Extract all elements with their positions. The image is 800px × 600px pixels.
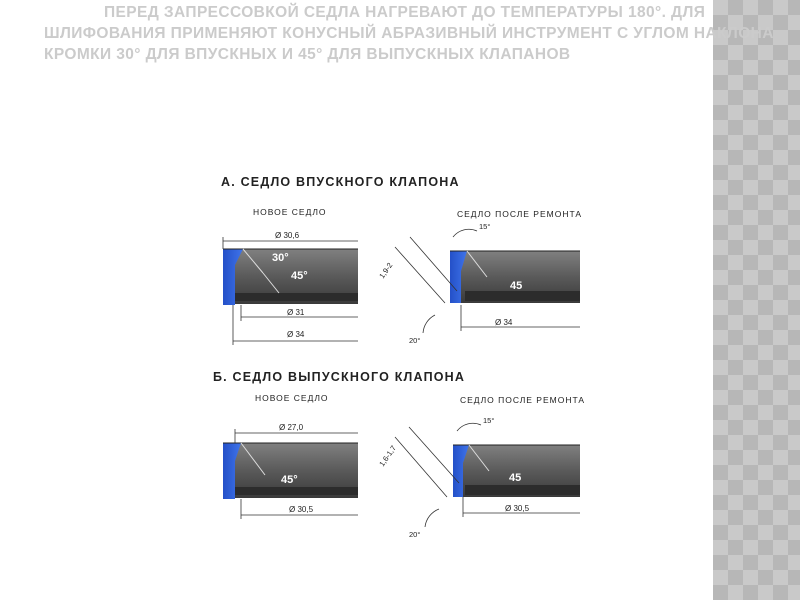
section-b-dim-top-left: Ø 27,0 [279, 423, 304, 432]
section-a-angle-30: 30° [272, 252, 289, 264]
section-b-dim-right: Ø 30,5 [505, 504, 530, 513]
section-b-angle-45-right: 45 [509, 472, 522, 484]
section-b-dim-bottom-left: Ø 30,5 [289, 505, 314, 514]
section-b-title: Б. СЕДЛО ВЫПУСКНОГО КЛАПОНА [213, 370, 466, 384]
section-b-new-seat-label: НОВОЕ СЕДЛО [255, 393, 329, 403]
section-a-repaired-seat-block [450, 251, 580, 303]
section-b-repaired-seat-label: СЕДЛО ПОСЛЕ РЕМОНТА [460, 395, 586, 405]
section-b-repaired-seat-block [453, 445, 580, 497]
valve-seat-figure [205, 165, 605, 545]
section-a-repaired-seat-label: СЕДЛО ПОСЛЕ РЕМОНТА [457, 209, 583, 219]
section-a-angle-45: 45° [291, 270, 308, 282]
valve-seat-diagram [205, 165, 605, 545]
decorative-checker-sidebar [713, 0, 800, 600]
section-b-new-seat-block [223, 443, 358, 499]
section-a-title: А. СЕДЛО ВПУСКНОГО КЛАПОНА [221, 175, 460, 189]
section-a-dim-mid-left: Ø 31 [287, 308, 305, 317]
section-a-angle-20: 20° [409, 336, 421, 345]
section-b-angle-15: 15° [483, 416, 495, 425]
section-b-width-label: 1,6-1,7 [377, 443, 399, 469]
section-a-dim-bottom-left: Ø 34 [287, 330, 305, 339]
slide-text [44, 2, 794, 65]
section-a-dim-right: Ø 34 [495, 318, 513, 327]
section-a-new-seat-label: НОВОЕ СЕДЛО [253, 207, 327, 217]
section-a-dim-top-left: Ø 30,6 [275, 231, 300, 240]
section-a-width-label: 1,9-2 [377, 260, 395, 281]
section-a-angle-15: 15° [479, 222, 491, 231]
section-a-angle-45-right: 45 [510, 280, 523, 292]
slide-text-body: ПЕРЕД ЗАПРЕССОВКОЙ СЕДЛА НАГРЕВАЮТ ДО ТЕМПЕРАТУРЫ 180°. ДЛЯ ШЛИФОВАНИЯ ПРИМЕНЯЮТ КОНУСНЫЙ АБРАЗИВНЫЙ ИНСТРУМЕНТ С УГЛОМ НАКЛОНА КРОМКИ 30° ДЛЯ ВПУСКНЫХ И 45° ДЛЯ ВЫПУСКНЫХ КЛАПАНОВ [44, 4, 774, 63]
section-b-angle-45: 45° [281, 474, 298, 486]
section-b-angle-20: 20° [409, 530, 421, 539]
